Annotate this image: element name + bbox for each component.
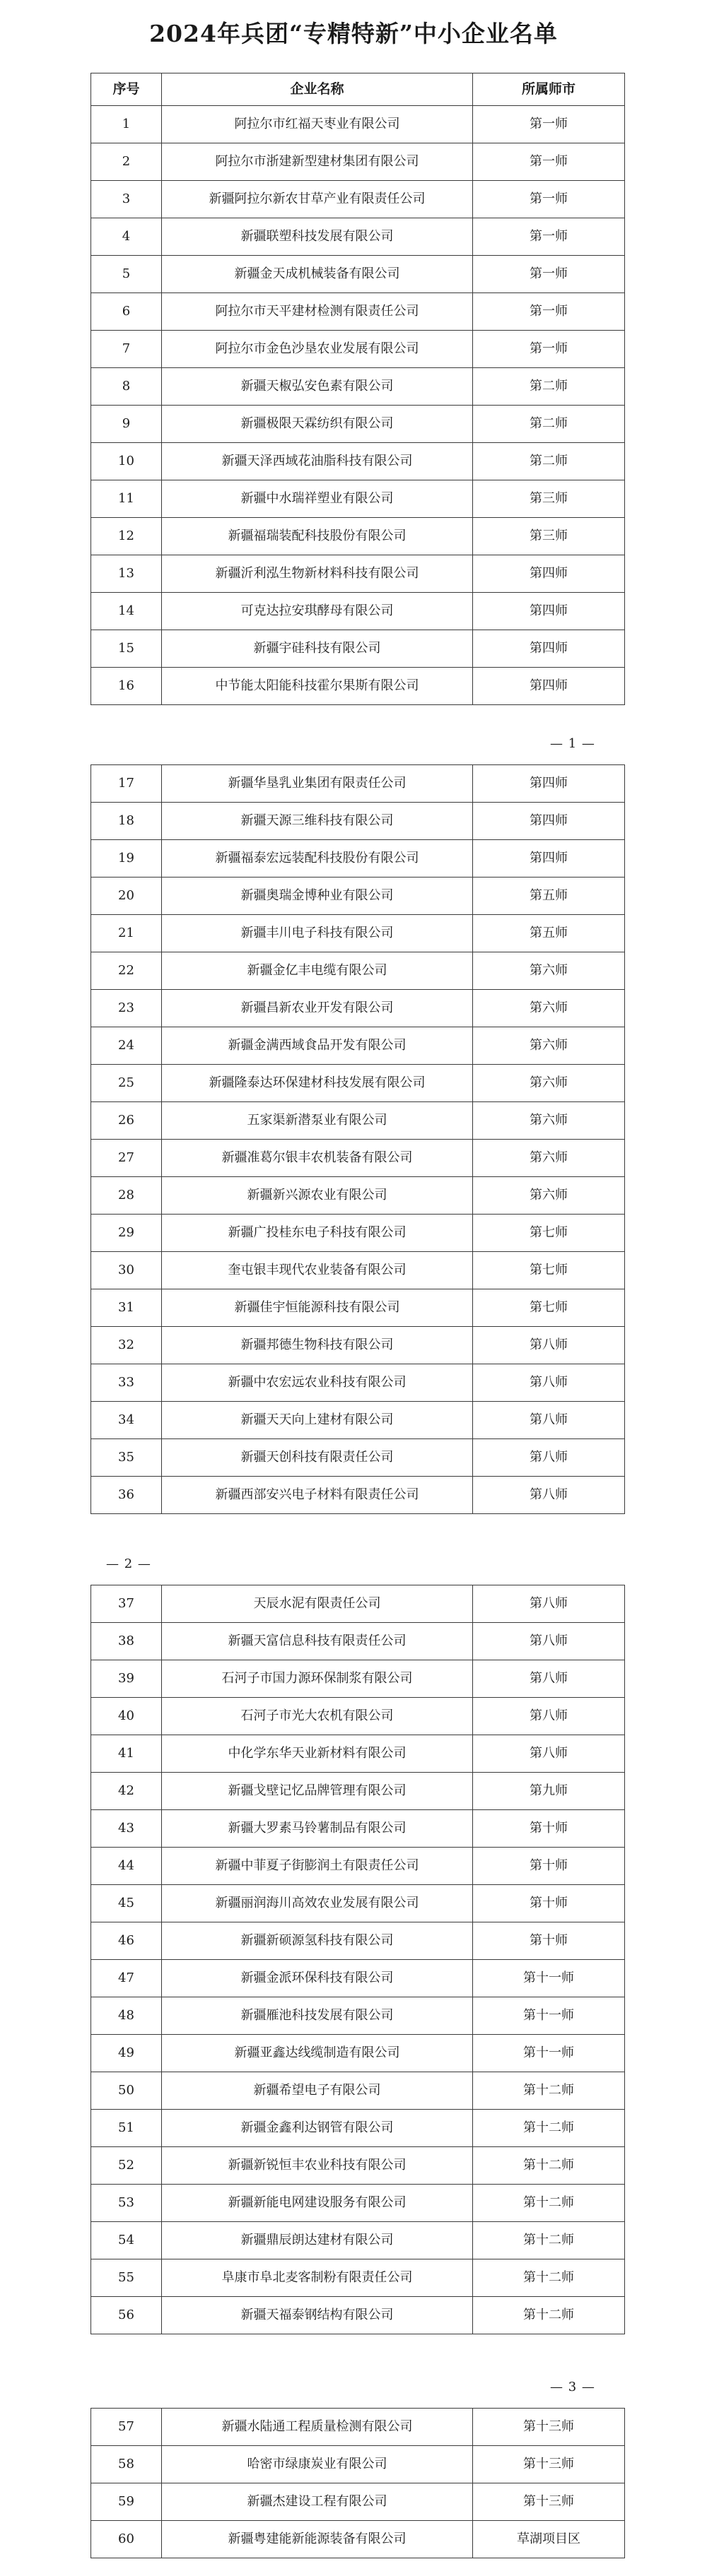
table-row — [91, 2185, 625, 2222]
table-row — [91, 1027, 625, 1065]
cell-name: 新疆昌新农业开发有限公司 — [162, 990, 473, 1027]
cell-division: 第四师 — [473, 765, 625, 803]
cell-seq: 25 — [91, 1065, 162, 1102]
table-row — [91, 555, 625, 593]
table-row — [91, 181, 625, 218]
cell-division: 第四师 — [473, 840, 625, 878]
table-row — [91, 1810, 625, 1848]
cell-division: 第二师 — [473, 443, 625, 480]
cell-division: 第八师 — [473, 1402, 625, 1439]
table-row — [91, 143, 625, 181]
table-header-row — [91, 73, 625, 106]
cell-seq: 48 — [91, 1997, 162, 2035]
cell-name: 新疆金亿丰电缆有限公司 — [162, 952, 473, 990]
cell-division: 第十师 — [473, 1885, 625, 1922]
cell-seq: 58 — [91, 2446, 162, 2483]
cell-name: 新疆中水瑞祥塑业有限公司 — [162, 480, 473, 518]
cell-division: 第九师 — [473, 1773, 625, 1810]
cell-name: 阜康市阜北麦客制粉有限责任公司 — [162, 2259, 473, 2297]
cell-seq: 45 — [91, 1885, 162, 1922]
document-title: 2024年兵团“专精特新”中小企业名单 — [149, 20, 558, 47]
cell-division: 第七师 — [473, 1252, 625, 1289]
cell-division: 第二师 — [473, 368, 625, 406]
table-row — [91, 840, 625, 878]
cell-seq: 5 — [91, 256, 162, 293]
cell-seq: 16 — [91, 668, 162, 705]
cell-division: 第一师 — [473, 293, 625, 331]
cell-name: 阿拉尔市红福天枣业有限公司 — [162, 106, 473, 143]
cell-name: 新疆雁池科技发展有限公司 — [162, 1997, 473, 2035]
page-number-1: — 1 — — [550, 736, 595, 751]
table-row — [91, 1065, 625, 1102]
table-row — [91, 2222, 625, 2259]
enterprise-table-page-4 — [90, 2408, 625, 2558]
cell-name: 新疆宇硅科技有限公司 — [162, 630, 473, 668]
cell-seq: 36 — [91, 1477, 162, 1514]
table-row — [91, 2072, 625, 2110]
enterprise-table-page-2 — [90, 764, 625, 1514]
cell-name: 新疆大罗素马铃薯制品有限公司 — [162, 1810, 473, 1848]
cell-seq: 2 — [91, 143, 162, 181]
cell-seq: 20 — [91, 878, 162, 915]
cell-division: 第十一师 — [473, 1997, 625, 2035]
cell-division: 第三师 — [473, 480, 625, 518]
cell-name: 新疆华垦乳业集团有限责任公司 — [162, 765, 473, 803]
cell-division: 第十师 — [473, 1848, 625, 1885]
table-row — [91, 218, 625, 256]
table-row — [91, 2409, 625, 2446]
cell-name: 新疆金满西域食品开发有限公司 — [162, 1027, 473, 1065]
cell-division: 第十二师 — [473, 2110, 625, 2147]
cell-seq: 34 — [91, 1402, 162, 1439]
cell-name: 新疆天泽西域花油脂科技有限公司 — [162, 443, 473, 480]
table-row — [91, 1585, 625, 1623]
cell-division: 第四师 — [473, 803, 625, 840]
cell-name: 新疆亚鑫达线缆制造有限公司 — [162, 2035, 473, 2072]
table-row — [91, 368, 625, 406]
cell-name: 新疆丰川电子科技有限公司 — [162, 915, 473, 952]
cell-division: 第五师 — [473, 878, 625, 915]
cell-name: 新疆杰建设工程有限公司 — [162, 2483, 473, 2521]
cell-seq: 4 — [91, 218, 162, 256]
table-row — [91, 2147, 625, 2185]
cell-division: 第六师 — [473, 1102, 625, 1140]
cell-seq: 10 — [91, 443, 162, 480]
table-row — [91, 256, 625, 293]
table-row — [91, 1177, 625, 1215]
header-division: 所属师市 — [473, 73, 625, 106]
table-row — [91, 952, 625, 990]
cell-seq: 42 — [91, 1773, 162, 1810]
cell-division: 第十二师 — [473, 2259, 625, 2297]
cell-name: 新疆广投桂东电子科技有限公司 — [162, 1215, 473, 1252]
cell-name: 新疆佳宇恒能源科技有限公司 — [162, 1289, 473, 1327]
table-row — [91, 443, 625, 480]
cell-name: 中化学东华天业新材料有限公司 — [162, 1735, 473, 1773]
cell-division: 第一师 — [473, 143, 625, 181]
cell-seq: 26 — [91, 1102, 162, 1140]
cell-seq: 27 — [91, 1140, 162, 1177]
table-row — [91, 878, 625, 915]
cell-division: 第十一师 — [473, 2035, 625, 2072]
table-row — [91, 1848, 625, 1885]
cell-division: 第八师 — [473, 1364, 625, 1402]
cell-name: 新疆阿拉尔新农甘草产业有限责任公司 — [162, 181, 473, 218]
cell-seq: 24 — [91, 1027, 162, 1065]
cell-seq: 7 — [91, 331, 162, 368]
cell-seq: 23 — [91, 990, 162, 1027]
cell-division: 第三师 — [473, 518, 625, 555]
cell-division: 第八师 — [473, 1623, 625, 1660]
cell-name: 新疆沂利泓生物新材料科技有限公司 — [162, 555, 473, 593]
table-row — [91, 2521, 625, 2558]
cell-division: 第六师 — [473, 1177, 625, 1215]
cell-seq: 33 — [91, 1364, 162, 1402]
cell-name: 新疆福泰宏远装配科技股份有限公司 — [162, 840, 473, 878]
cell-division: 第十一师 — [473, 1960, 625, 1997]
cell-name: 石河子市光大农机有限公司 — [162, 1698, 473, 1735]
cell-division: 第十二师 — [473, 2222, 625, 2259]
header-seq: 序号 — [91, 73, 162, 106]
cell-seq: 19 — [91, 840, 162, 878]
cell-division: 第八师 — [473, 1585, 625, 1623]
table-row — [91, 593, 625, 630]
cell-seq: 21 — [91, 915, 162, 952]
table-row — [91, 1102, 625, 1140]
cell-name: 新疆戈壁记忆品牌管理有限公司 — [162, 1773, 473, 1810]
cell-seq: 6 — [91, 293, 162, 331]
cell-division: 第八师 — [473, 1327, 625, 1364]
cell-seq: 43 — [91, 1810, 162, 1848]
table-row — [91, 1698, 625, 1735]
table-row — [91, 406, 625, 443]
cell-name: 新疆联塑科技发展有限公司 — [162, 218, 473, 256]
cell-name: 新疆西部安兴电子材料有限责任公司 — [162, 1477, 473, 1514]
cell-name: 新疆中农宏远农业科技有限公司 — [162, 1364, 473, 1402]
cell-name: 新疆粤建能新能源装备有限公司 — [162, 2521, 473, 2558]
cell-name: 可克达拉安琪酵母有限公司 — [162, 593, 473, 630]
cell-seq: 56 — [91, 2297, 162, 2334]
cell-seq: 9 — [91, 406, 162, 443]
cell-seq: 29 — [91, 1215, 162, 1252]
cell-division: 第十师 — [473, 1922, 625, 1960]
cell-name: 新疆隆泰达环保建材科技发展有限公司 — [162, 1065, 473, 1102]
cell-seq: 46 — [91, 1922, 162, 1960]
cell-name: 新疆天天向上建材有限公司 — [162, 1402, 473, 1439]
cell-division: 第五师 — [473, 915, 625, 952]
table-row — [91, 1735, 625, 1773]
table-row — [91, 668, 625, 705]
cell-division: 第十二师 — [473, 2147, 625, 2185]
cell-division: 第一师 — [473, 218, 625, 256]
table-row — [91, 1140, 625, 1177]
cell-seq: 12 — [91, 518, 162, 555]
cell-seq: 28 — [91, 1177, 162, 1215]
table-row — [91, 765, 625, 803]
table-row — [91, 1364, 625, 1402]
cell-division: 第七师 — [473, 1289, 625, 1327]
cell-seq: 22 — [91, 952, 162, 990]
cell-name: 石河子市国力源环保制浆有限公司 — [162, 1660, 473, 1698]
cell-name: 五家渠新潜泵业有限公司 — [162, 1102, 473, 1140]
table-row — [91, 1402, 625, 1439]
cell-seq: 1 — [91, 106, 162, 143]
cell-name: 阿拉尔市浙建新型建材集团有限公司 — [162, 143, 473, 181]
cell-name: 新疆天创科技有限责任公司 — [162, 1439, 473, 1477]
cell-name: 新疆金鑫利达钢管有限公司 — [162, 2110, 473, 2147]
table-row — [91, 630, 625, 668]
cell-seq: 47 — [91, 1960, 162, 1997]
cell-name: 新疆天富信息科技有限责任公司 — [162, 1623, 473, 1660]
cell-seq: 49 — [91, 2035, 162, 2072]
cell-division: 第八师 — [473, 1698, 625, 1735]
table-row — [91, 2259, 625, 2297]
cell-division: 第六师 — [473, 1140, 625, 1177]
cell-division: 草湖项目区 — [473, 2521, 625, 2558]
cell-seq: 51 — [91, 2110, 162, 2147]
cell-name: 新疆希望电子有限公司 — [162, 2072, 473, 2110]
cell-division: 第六师 — [473, 952, 625, 990]
cell-division: 第四师 — [473, 630, 625, 668]
cell-name: 新疆金天成机械装备有限公司 — [162, 256, 473, 293]
cell-division: 第十二师 — [473, 2185, 625, 2222]
cell-name: 新疆邦德生物科技有限公司 — [162, 1327, 473, 1364]
cell-seq: 32 — [91, 1327, 162, 1364]
cell-name: 新疆金派环保科技有限公司 — [162, 1960, 473, 1997]
cell-name: 阿拉尔市天平建材检测有限责任公司 — [162, 293, 473, 331]
cell-division: 第十三师 — [473, 2446, 625, 2483]
cell-name: 新疆新能电网建设服务有限公司 — [162, 2185, 473, 2222]
cell-seq: 11 — [91, 480, 162, 518]
enterprise-table-page-3 — [90, 1585, 625, 2334]
table-row — [91, 293, 625, 331]
cell-name: 新疆天源三维科技有限公司 — [162, 803, 473, 840]
cell-division: 第六师 — [473, 990, 625, 1027]
cell-name: 新疆新兴源农业有限公司 — [162, 1177, 473, 1215]
cell-seq: 15 — [91, 630, 162, 668]
cell-seq: 60 — [91, 2521, 162, 2558]
table-row — [91, 2446, 625, 2483]
table-row — [91, 915, 625, 952]
cell-name: 新疆福瑞装配科技股份有限公司 — [162, 518, 473, 555]
cell-seq: 44 — [91, 1848, 162, 1885]
table-row — [91, 803, 625, 840]
table-row — [91, 1327, 625, 1364]
table-row — [91, 2110, 625, 2147]
cell-division: 第六师 — [473, 1065, 625, 1102]
cell-name: 新疆天福泰钢结构有限公司 — [162, 2297, 473, 2334]
table-row — [91, 1215, 625, 1252]
table-row — [91, 331, 625, 368]
table-row — [91, 518, 625, 555]
cell-seq: 31 — [91, 1289, 162, 1327]
cell-name: 新疆丽润海川高效农业发展有限公司 — [162, 1885, 473, 1922]
cell-division: 第八师 — [473, 1477, 625, 1514]
table-row — [91, 1252, 625, 1289]
cell-seq: 39 — [91, 1660, 162, 1698]
table-row — [91, 1477, 625, 1514]
table-row — [91, 106, 625, 143]
table-row — [91, 1660, 625, 1698]
page-number-2: — 2 — — [106, 1556, 151, 1571]
cell-seq: 50 — [91, 2072, 162, 2110]
cell-seq: 35 — [91, 1439, 162, 1477]
cell-name: 新疆天椒弘安色素有限公司 — [162, 368, 473, 406]
cell-seq: 52 — [91, 2147, 162, 2185]
cell-name: 奎屯银丰现代农业装备有限公司 — [162, 1252, 473, 1289]
table-row — [91, 1289, 625, 1327]
cell-seq: 8 — [91, 368, 162, 406]
cell-seq: 37 — [91, 1585, 162, 1623]
table-row — [91, 1922, 625, 1960]
table-row — [91, 1960, 625, 1997]
cell-name: 阿拉尔市金色沙垦农业发展有限公司 — [162, 331, 473, 368]
cell-seq: 55 — [91, 2259, 162, 2297]
cell-division: 第八师 — [473, 1735, 625, 1773]
cell-name: 天辰水泥有限责任公司 — [162, 1585, 473, 1623]
cell-division: 第十师 — [473, 1810, 625, 1848]
table-row — [91, 1997, 625, 2035]
cell-division: 第四师 — [473, 593, 625, 630]
enterprise-table-page-1 — [90, 73, 625, 705]
cell-seq: 41 — [91, 1735, 162, 1773]
cell-division: 第七师 — [473, 1215, 625, 1252]
cell-division: 第一师 — [473, 106, 625, 143]
cell-seq: 53 — [91, 2185, 162, 2222]
table-row — [91, 2483, 625, 2521]
cell-seq: 57 — [91, 2409, 162, 2446]
table-row — [91, 1623, 625, 1660]
cell-division: 第四师 — [473, 668, 625, 705]
cell-division: 第十二师 — [473, 2297, 625, 2334]
cell-seq: 54 — [91, 2222, 162, 2259]
cell-seq: 3 — [91, 181, 162, 218]
header-name: 企业名称 — [162, 73, 473, 106]
cell-name: 新疆新锐恒丰农业科技有限公司 — [162, 2147, 473, 2185]
cell-seq: 14 — [91, 593, 162, 630]
cell-division: 第十三师 — [473, 2409, 625, 2446]
cell-division: 第二师 — [473, 406, 625, 443]
cell-division: 第一师 — [473, 256, 625, 293]
cell-name: 新疆准葛尔银丰农机装备有限公司 — [162, 1140, 473, 1177]
cell-name: 哈密市绿康炭业有限公司 — [162, 2446, 473, 2483]
cell-seq: 18 — [91, 803, 162, 840]
cell-name: 新疆新硕源氢科技有限公司 — [162, 1922, 473, 1960]
cell-division: 第六师 — [473, 1027, 625, 1065]
cell-division: 第一师 — [473, 331, 625, 368]
cell-name: 新疆鼎辰朗达建材有限公司 — [162, 2222, 473, 2259]
cell-seq: 13 — [91, 555, 162, 593]
table-row — [91, 2297, 625, 2334]
cell-seq: 17 — [91, 765, 162, 803]
table-row — [91, 480, 625, 518]
cell-seq: 59 — [91, 2483, 162, 2521]
cell-division: 第一师 — [473, 181, 625, 218]
cell-division: 第四师 — [473, 555, 625, 593]
cell-name: 新疆水陆通工程质量检测有限公司 — [162, 2409, 473, 2446]
cell-name: 中节能太阳能科技霍尔果斯有限公司 — [162, 668, 473, 705]
cell-division: 第八师 — [473, 1439, 625, 1477]
cell-division: 第十二师 — [473, 2072, 625, 2110]
cell-division: 第八师 — [473, 1660, 625, 1698]
table-row — [91, 1439, 625, 1477]
cell-division: 第十三师 — [473, 2483, 625, 2521]
table-row — [91, 1773, 625, 1810]
cell-name: 新疆中菲夏子街膨润土有限责任公司 — [162, 1848, 473, 1885]
table-row — [91, 2035, 625, 2072]
cell-name: 新疆奥瑞金博种业有限公司 — [162, 878, 473, 915]
cell-seq: 40 — [91, 1698, 162, 1735]
cell-seq: 30 — [91, 1252, 162, 1289]
table-row — [91, 990, 625, 1027]
page-number-3: — 3 — — [550, 2380, 595, 2394]
table-row — [91, 1885, 625, 1922]
cell-name: 新疆极限天霖纺织有限公司 — [162, 406, 473, 443]
cell-seq: 38 — [91, 1623, 162, 1660]
